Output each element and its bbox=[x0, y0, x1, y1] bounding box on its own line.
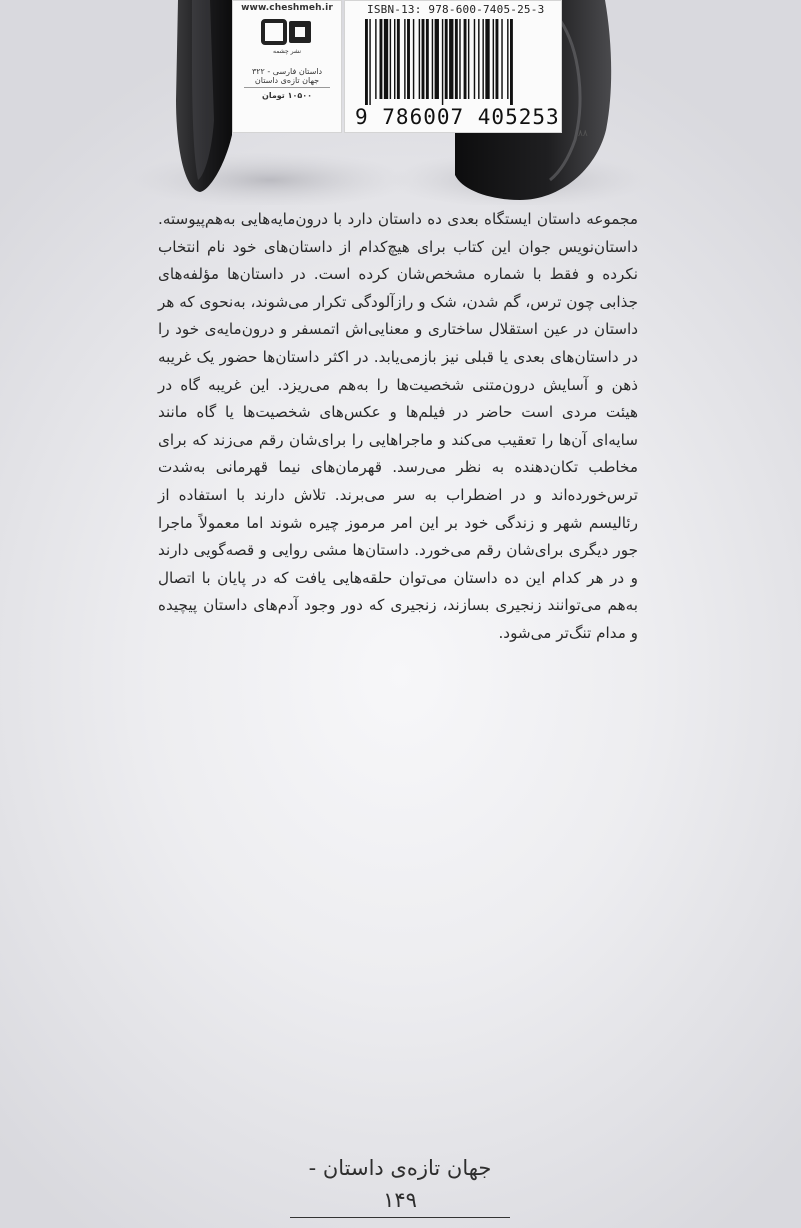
series-title: جهان تازه‌ی داستان - ۱۴۹ bbox=[290, 1152, 510, 1218]
barcode-bar bbox=[482, 19, 483, 99]
barcode-bar bbox=[413, 19, 414, 99]
barcode-bar bbox=[365, 19, 368, 105]
barcode-bar bbox=[507, 19, 508, 99]
barcode-bar bbox=[459, 19, 460, 99]
price-label: ۱۰۵۰۰ تومان bbox=[261, 91, 312, 100]
series-line-2: جهان تازه‌ی داستان bbox=[244, 76, 330, 88]
barcode-bar bbox=[464, 19, 467, 99]
barcode-bar bbox=[445, 19, 448, 99]
barcode-bar bbox=[435, 19, 439, 99]
barcode-bar bbox=[474, 19, 475, 99]
barcode-bar bbox=[390, 19, 391, 99]
barcode-icon bbox=[365, 19, 555, 105]
barcode-bar bbox=[407, 19, 410, 99]
barcode-bar bbox=[380, 19, 383, 99]
barcode-bar bbox=[397, 19, 400, 99]
svg-text:۸۸: ۸۸ bbox=[578, 129, 588, 139]
barcode-bar bbox=[501, 19, 502, 99]
barcode-bar bbox=[394, 19, 395, 99]
barcode-bar bbox=[496, 19, 499, 99]
book-description: مجموعه داستان ایستگاه بعدی ده داستان دارد با درون‌مایه‌هایی به‌هم‌پیوسته. داستان‌نویس جوان این کتاب برای هیچ‌کدام از داستان‌های خود نام انتخاب نکرده و فقط با شماره مشخص‌شان کرده است. در داستان‌ها مؤلفه‌های جذابی چون ترس، گم شدن، شک و رازآلودگی تکرار می‌شوند، به‌نحوی که هر داستان در عین استقلال ساختاری و معنایی‌اش اتمسفر و درون‌مایه‌ی خود را در داستان‌های بعدی یا قبلی نیز بازمی‌یابد. در اکثر داستان‌ها حضور یک غریبه ذهن و آسایش درون‌متنی شخصیت‌ها را به‌هم می‌ریزد. این غریبه گاه در هیئت مردی است حاضر در فیلم‌ها و عکس‌های شخصیت‌ها یا گاه مانند سایه‌ای آن‌ها را تعقیب می‌کند و ماجراهایی را برای‌شان رقم می‌زند که برای مخاطب تکان‌دهنده به نظر می‌رسد. قهرمان‌های نیما قهرمانی به‌شدت ترس‌خورده‌اند و در اضطراب به سر می‌برند. تلاش دارند با استفاده از رئالیسم شهر و زندگی خود بر این امر مرموز چیره شوند اما معمولاً ماجرا جور دیگری برای‌شان رقم می‌خورد. داستان‌ها مشی روایی و قصه‌گویی دارند و در هر کدام این ده داستان می‌توان حلقه‌هایی یافت که در پایان با اتصال به‌هم می‌توانند زنجیری بسازند، زنجیری که دور وجود آدم‌های داستان پیچیده و مدام تنگ‌تر می‌شود. bbox=[158, 210, 638, 642]
publisher-website: www.cheshmeh.ir bbox=[241, 3, 333, 13]
series-line-1: داستان فارسی - ۳۲۲ bbox=[251, 67, 323, 76]
publisher-logo-caption: نشر چشمه bbox=[273, 48, 301, 55]
barcode-bar bbox=[478, 19, 479, 99]
barcode-bar bbox=[449, 19, 453, 99]
barcode-bar bbox=[384, 19, 388, 99]
publisher-label bbox=[232, 0, 342, 133]
barcode-bar bbox=[510, 19, 513, 105]
barcode-bar bbox=[455, 19, 458, 99]
barcode-bar bbox=[493, 19, 494, 99]
barcode-bar bbox=[432, 19, 433, 99]
barcode-bar bbox=[419, 19, 420, 99]
barcode-bar bbox=[468, 19, 469, 99]
isbn-barcode bbox=[344, 0, 562, 133]
barcode-bar bbox=[375, 19, 376, 99]
barcode-bar bbox=[442, 19, 443, 105]
barcode-digits: 9 786007 405253 bbox=[355, 105, 560, 129]
publisher-logo-icon bbox=[257, 17, 317, 57]
barcode-bar bbox=[404, 19, 405, 99]
barcode-bar bbox=[422, 19, 425, 99]
isbn-text: ISBN-13: 978-600-7405-25-3 bbox=[367, 3, 545, 16]
barcode-bar bbox=[369, 19, 370, 105]
barcode-bar bbox=[426, 19, 429, 99]
barcode-bar bbox=[485, 19, 489, 99]
